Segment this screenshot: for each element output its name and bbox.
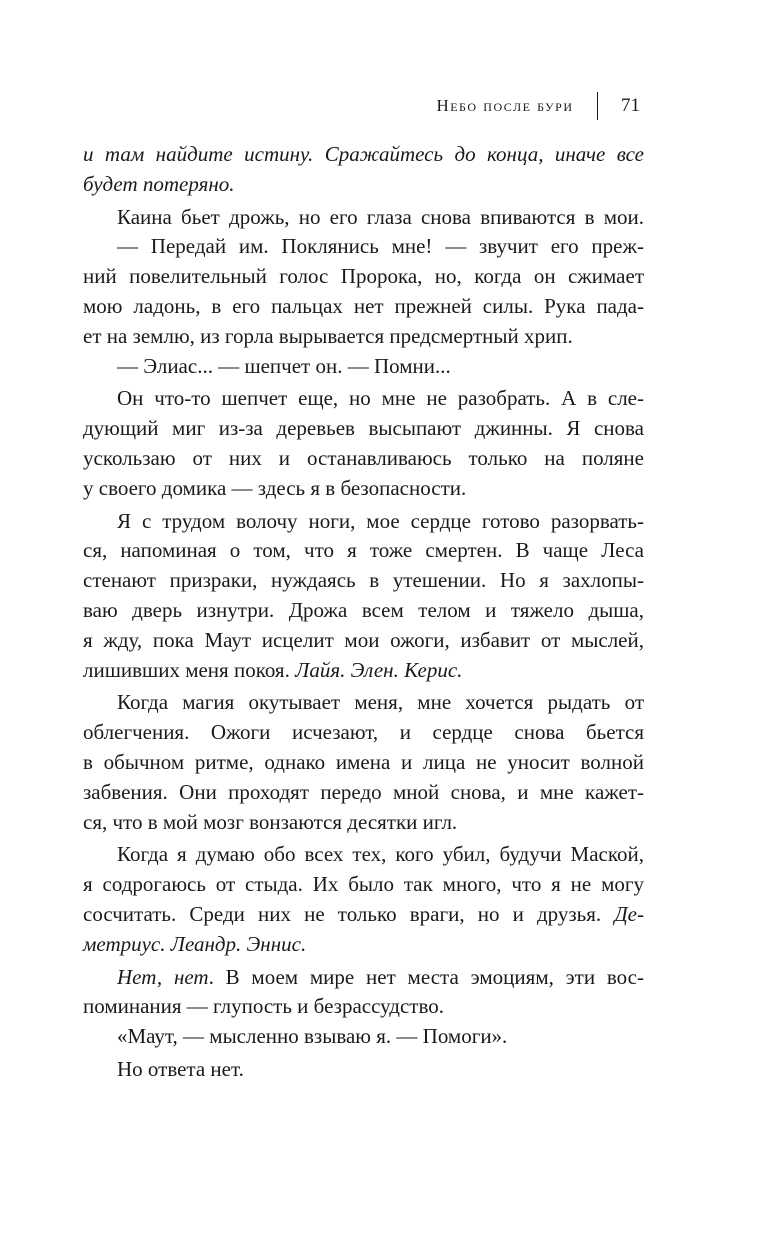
text-run: . В моем мире нет места эмоциям, эти вос-: [208, 964, 644, 989]
text-line: [83, 900, 644, 930]
text-line: ваю дверь изнутри. Дрожа всем телом и тяжело дыша,: [83, 597, 644, 622]
italic-text-run: Лайя. Элен. Керис.: [295, 657, 463, 682]
text-line: мою ладонь, в его пальцах нет прежней силы. Рука пада-: [83, 293, 644, 318]
paragraph: [83, 203, 644, 233]
text-line: Когда магия окутывает меня, мне хочется рыдать от: [117, 690, 644, 715]
italic-text-run: Нет, нет: [117, 964, 209, 989]
paragraph: [83, 384, 644, 503]
paragraph: [83, 840, 644, 959]
text-line: дующий миг из-за деревьев высыпают джинны. Я снова: [83, 416, 644, 441]
text-line: стенают призраки, нуждаясь в утешении. Но я захлопы-: [83, 568, 644, 593]
text-line: ет на землю, из горла вырывается предсмертный хрип.: [83, 323, 573, 348]
text-line: метриус. Леандр. Эннис.: [83, 931, 307, 956]
text-line: в обычном ритме, однако имена и лица не уносит волной: [83, 749, 644, 774]
paragraph: [83, 140, 644, 200]
text-line: ний повелительный голос Пророка, но, когда он сжимает: [83, 264, 644, 289]
text-line: будет потеряно.: [83, 171, 235, 196]
text-line: я жду, пока Маут исцелит мои ожоги, избавит от мыслей,: [83, 627, 644, 652]
page-number: 71: [621, 95, 640, 116]
paragraph: [83, 1022, 644, 1052]
paragraph: [83, 352, 644, 382]
text-line: Он что-то шепчет еще, но мне не разобрать. А в сле-: [117, 386, 644, 411]
header-divider: [597, 92, 599, 120]
text-line: и там найдите истину. Сражайтесь до конца, иначе все: [83, 142, 644, 166]
text-line: — Элиас... — шепчет он. — Помни...: [117, 353, 451, 378]
text-line: [83, 656, 644, 686]
text-line: Я с трудом волочу ноги, мое сердце готово разорвать-: [117, 508, 644, 533]
text-run: сосчитать. Среди них не только враги, но и друзья.: [83, 901, 615, 926]
body-text: [83, 140, 644, 1085]
paragraph: [83, 232, 644, 351]
text-line: забвения. Они проходят передо мной снова, и мне кажет-: [83, 779, 644, 804]
text-line: Каина бьет дрожь, но его глаза снова впиваются в мои.: [117, 204, 644, 229]
text-line: я содрогаюсь от стыда. Их было так много, что я не могу: [83, 872, 644, 897]
text-line: Но ответа нет.: [117, 1056, 244, 1081]
paragraph: [83, 1055, 644, 1085]
text-line: поминания — глупость и безрассудство.: [83, 994, 445, 1019]
text-line: у своего домика — здесь я в безопасности.: [83, 475, 467, 500]
running-header: [436, 92, 640, 120]
italic-text-run: Де-: [614, 901, 644, 926]
text-run: лишивших меня покоя.: [83, 657, 296, 682]
text-line: «Маут, — мысленно взываю я. — Помоги».: [117, 1024, 508, 1049]
text-line: — Передай им. Поклянись мне! — звучит его преж-: [117, 234, 644, 259]
text-line: ускользаю от них и останавливаюсь только на поляне: [83, 445, 644, 470]
paragraph: [83, 963, 644, 1023]
running-title: Небо после бури: [436, 96, 574, 115]
paragraph: [83, 507, 644, 686]
paragraph: [83, 688, 644, 837]
text-line: ся, напоминая о том, что я тоже смертен. В чаще Леса: [83, 538, 644, 563]
text-line: ся, что в мой мозг вонзаются десятки игл.: [83, 809, 458, 834]
text-line: [83, 963, 644, 993]
text-line: Когда я думаю обо всех тех, кого убил, будучи Маской,: [117, 842, 644, 867]
text-line: облегчения. Ожоги исчезают, и сердце снова бьется: [83, 720, 644, 745]
